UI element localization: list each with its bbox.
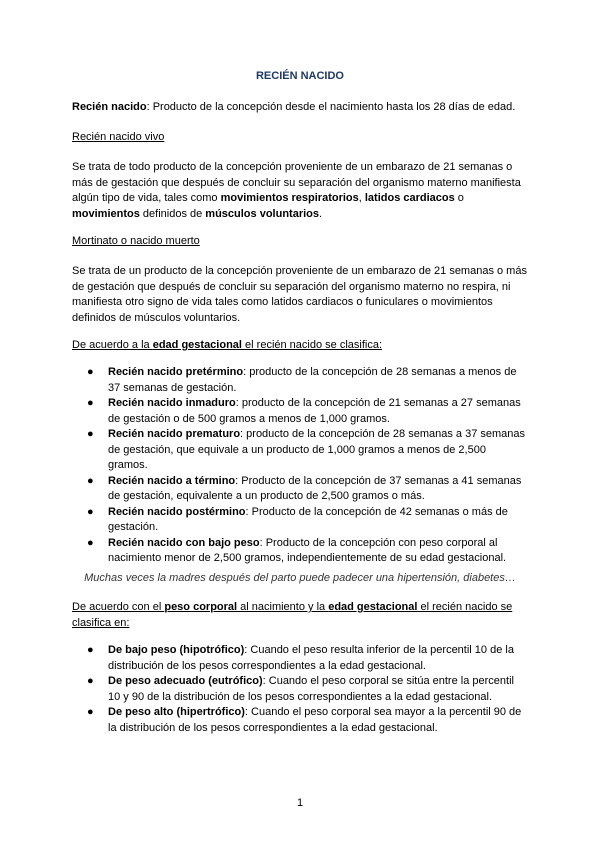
definition-paragraph [72, 100, 528, 116]
vivo-text-2: , [358, 192, 365, 204]
list-item [72, 365, 528, 396]
item-term: De peso adecuado (eutrófico) [108, 675, 263, 687]
bullet-icon: ● [87, 644, 94, 656]
bullet-icon: ● [87, 366, 94, 378]
item-term: Recién nacido postérmino [108, 505, 246, 518]
mortinato-heading: Mortinato o nacido muerto [72, 235, 200, 247]
item-term: Recién nacido pretérmino [108, 366, 244, 378]
list-item [72, 643, 528, 674]
item-term: Recién nacido con bajo peso [108, 536, 260, 549]
item-term: De bajo peso (hipotrófico) [108, 644, 245, 656]
vivo-heading: Recién nacido vivo [72, 131, 165, 143]
bullet-icon: ● [87, 706, 94, 718]
weight-intro [72, 600, 528, 631]
list-item [72, 396, 528, 427]
item-term: De peso alto (hipertrófico) [108, 706, 245, 718]
gestational-intro-post: el recién nacido se clasifica: [241, 339, 382, 351]
bullet-icon: ● [87, 536, 94, 549]
item-text: : producto de la concepción de 28 semanas a 37 semanas de gestación, que equivale a un producto de 1,000 gramos a menos de 2,500 gramos. [108, 428, 526, 471]
list-item [72, 705, 528, 736]
list-item [72, 427, 528, 474]
bullet-icon: ● [87, 474, 94, 487]
vivo-bold-3: movimientos [72, 207, 140, 220]
vivo-text-4: definidos de [139, 207, 206, 220]
weight-intro-bold-2: edad gestacional [328, 601, 418, 613]
list-item [72, 474, 528, 505]
definition-term: Recién nacido [72, 101, 147, 113]
vivo-bold-2: latidos cardiacos [364, 192, 455, 204]
vivo-paragraph [72, 160, 528, 222]
item-text: : Cuando el peso corporal sea mayor a la percentil 90 de la distribución de los pesos correspondientes a la edad gestacional. [108, 706, 522, 734]
weight-intro-pre: De acuerdo con el [72, 601, 165, 613]
item-text: : Producto de la concepción de 37 semanas a 41 semanas de gestación, equivalente a un producto de 2,500 gramos o más. [108, 474, 522, 502]
vivo-text-5: . [319, 207, 323, 220]
definition-text: : Producto de la concepción desde el nacimiento hasta los 28 días de edad. [146, 101, 516, 113]
mortinato-paragraph: Se trata de un producto de la concepción proveniente de un embarazo de 21 semanas o más de gestación que después de concluir su separación del organismo materno no respira, ni manifiesta otro signo de vida tales como latidos cardiacos o funiculares o movimientos definidos de músculos voluntarios. [72, 265, 527, 324]
item-term: Recién nacido prematuro [108, 428, 241, 440]
italic-note: Muchas veces la madres después del parto puede padecer una hipertensión, diabetes… [84, 572, 516, 584]
gestational-intro-bold: edad gestacional [152, 339, 242, 351]
weight-intro-bold-1: peso corporal [164, 601, 238, 613]
vivo-bold-1: movimientos respiratorios [220, 192, 359, 204]
bullet-icon: ● [87, 505, 94, 518]
bullet-icon: ● [87, 428, 94, 440]
vivo-text-1: Se trata de todo producto de la concepción proveniente de un embarazo de 21 semanas o más de gestación que después de concluir su separación del organismo materno manifiesta algún tipo de vida, tales como [72, 161, 521, 204]
vivo-bold-4: músculos voluntarios [205, 207, 319, 220]
item-text: : Cuando el peso resulta inferior de la percentil 10 de la distribución de los pesos correspondientes a la edad gestacional. [108, 644, 514, 672]
item-text: : producto de la concepción de 21 semanas a 27 semanas de gestación o de 500 gramos a menos de 1,000 gramos. [108, 397, 521, 425]
page-number: 1 [296, 797, 304, 809]
bullet-icon: ● [87, 675, 94, 687]
item-text: : Cuando el peso corporal se sitúa entre la percentil 10 y 90 de la distribución de los pesos correspondientes a la edad gestacional. [108, 675, 514, 703]
item-term: Recién nacido inmaduro [108, 397, 236, 409]
gestational-list [72, 365, 528, 567]
gestational-intro-pre: De acuerdo a la [72, 339, 153, 351]
weight-intro-post: el recién nacido se clasifica en: [72, 601, 513, 629]
list-item [72, 536, 528, 567]
weight-intro-mid: al nacimiento y la [237, 601, 329, 613]
item-term: Recién nacido a término [108, 474, 236, 487]
gestational-intro [72, 338, 528, 354]
item-text: : Producto de la concepción con peso corporal al nacimiento menor de 2,500 gramos, independientemente de su edad gestacional. [108, 536, 507, 564]
vivo-text-3: o [454, 192, 464, 204]
weight-list [72, 643, 528, 736]
bullet-icon: ● [87, 397, 94, 409]
item-text: : producto de la concepción de 28 semanas a menos de 37 semanas de gestación. [108, 366, 517, 394]
list-item [72, 505, 528, 536]
page-title: RECIÉN NACIDO [255, 70, 344, 82]
list-item [72, 674, 528, 705]
item-text: : Producto de la concepción de 42 semanas o más de gestación. [108, 505, 508, 533]
